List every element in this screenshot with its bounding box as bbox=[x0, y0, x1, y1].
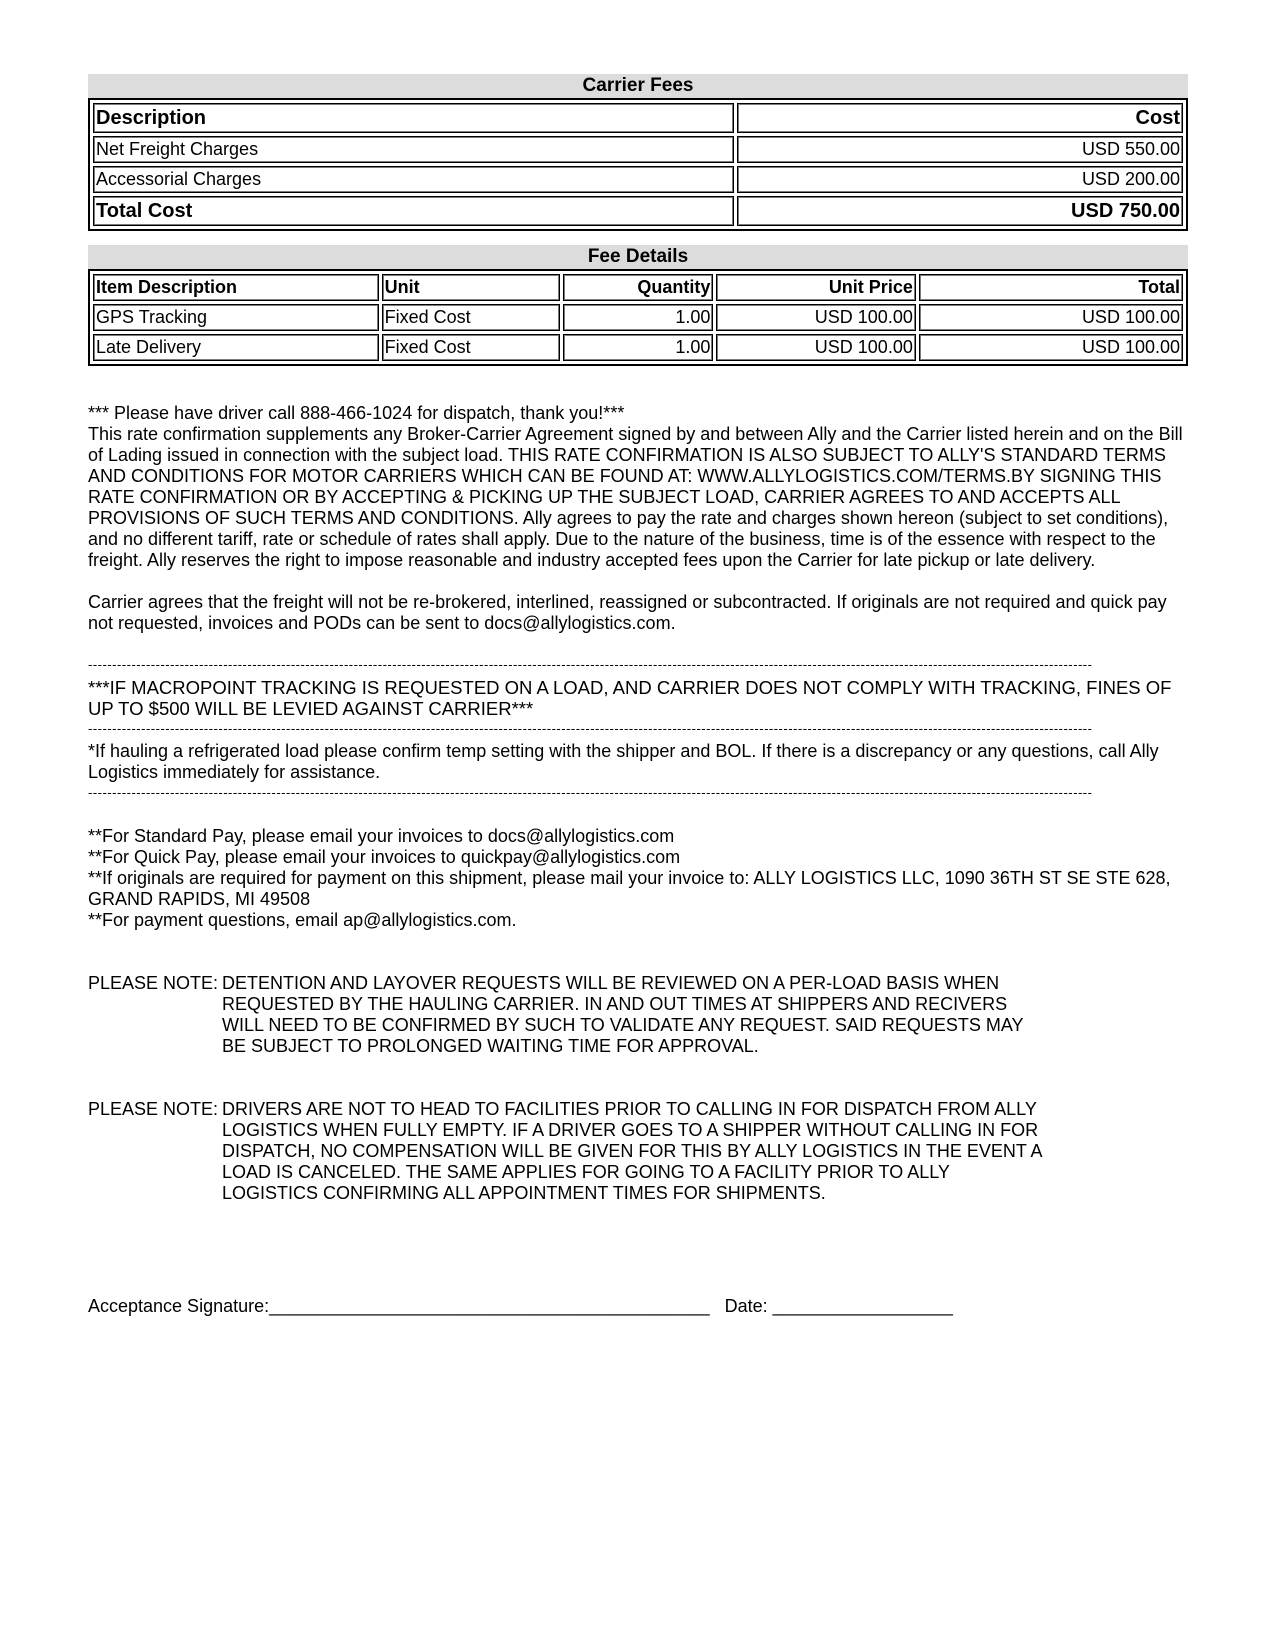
table-row bbox=[93, 334, 1183, 361]
please-note-text: DETENTION AND LAYOVER REQUESTS WILL BE REVIEWED ON A PER-LOAD BASIS WHEN REQUESTED BY THE HAULING CARRIER. IN AND OUT TIMES AT SHIPPERS AND RECIVERS WILL NEED TO BE CONFIRMED BY SUCH TO VALIDATE ANY REQUEST. SAID REQUESTS MAY BE SUBJECT TO PROLONGED WAITING TIME FOR APPROVAL. bbox=[222, 973, 1024, 1056]
fee-details-table bbox=[88, 269, 1188, 366]
item-unit: Fixed Cost bbox=[382, 304, 560, 331]
unit-price-header: Unit Price bbox=[716, 274, 915, 301]
fee-description: Accessorial Charges bbox=[93, 166, 734, 193]
carrier-fees-header-row bbox=[93, 103, 1183, 133]
signature-field[interactable]: ____________________________________________ bbox=[269, 1296, 710, 1316]
item-quantity: 1.00 bbox=[563, 304, 714, 331]
unit-header: Unit bbox=[382, 274, 560, 301]
date-field[interactable]: __________________ bbox=[772, 1296, 953, 1316]
fee-details-header-row bbox=[93, 274, 1183, 301]
item-description: Late Delivery bbox=[93, 334, 379, 361]
terms-paragraph: This rate confirmation supplements any Broker-Carrier Agreement signed by and between Ally and the Carrier listed herein and on the Bill of Lading issued in connection with the subject load. THIS RATE CONFIRMATION IS ALSO SUBJECT TO ALLY'S STANDARD TERMS AND CONDITIONS FOR MOTOR CARRIERS WHICH CAN BE FOUND AT: WWW.ALLYLOGISTICS.COM/TERMS.BY SIGNING THIS RATE CONFIRMATION OR BY ACCEPTING & PICKING UP THE SUBJECT LOAD, CARRIER AGREES TO AND ACCEPTS ALL PROVISIONS OF SUCH TERMS AND CONDITIONS. Ally agrees to pay the rate and charges shown hereon (subject to set conditions), and no different tariff, rate or schedule of rates shall apply. Due to the nature of the business, time is of the essence with respect to the freight. Ally reserves the right to impose reasonable and industry accepted fees upon the Carrier for late pickup or late delivery. bbox=[88, 424, 1183, 570]
acceptance-signature-line bbox=[88, 1296, 953, 1317]
item-quantity: 1.00 bbox=[563, 334, 714, 361]
item-unit-price: USD 100.00 bbox=[716, 334, 915, 361]
fee-details-title: Fee Details bbox=[88, 245, 1188, 269]
item-total: USD 100.00 bbox=[919, 304, 1183, 331]
please-note-label: PLEASE NOTE: bbox=[88, 1099, 219, 1119]
quick-pay-note: **For Quick Pay, please email your invoices to quickpay@allylogistics.com bbox=[88, 847, 681, 867]
dashed-divider: ---------------------------------------------------------------------------------------------------------------------------------------------------------------------------------------------------------------- bbox=[88, 787, 1093, 799]
fee-cost: USD 550.00 bbox=[737, 136, 1183, 163]
table-row bbox=[93, 166, 1183, 193]
please-note-text: DRIVERS ARE NOT TO HEAD TO FACILITIES PRIOR TO CALLING IN FOR DISPATCH FROM ALLY LOGISTICS WHEN FULLY EMPTY. IF A DRIVER GOES TO A SHIPPER WITHOUT CALLING IN FOR DISPATCH, NO COMPENSATION WILL BE GIVEN FOR THIS BY ALLY LOGISTICS IN THE EVENT A LOAD IS CANCELED. THE SAME APPLIES FOR GOING TO A FACILITY PRIOR TO ALLY LOGISTICS CONFIRMING ALL APPOINTMENT TIMES FOR SHIPMENTS. bbox=[222, 1099, 1042, 1203]
description-header: Description bbox=[93, 103, 734, 133]
payment-questions-note: **For payment questions, email ap@allylogistics.com. bbox=[88, 910, 517, 930]
standard-pay-note: **For Standard Pay, please email your invoices to docs@allylogistics.com bbox=[88, 826, 675, 846]
total-row bbox=[93, 196, 1183, 226]
please-note-dispatch bbox=[88, 1099, 1188, 1204]
table-row bbox=[93, 304, 1183, 331]
total-cost-value: USD 750.00 bbox=[737, 196, 1183, 226]
table-row bbox=[93, 136, 1183, 163]
item-unit-price: USD 100.00 bbox=[716, 304, 915, 331]
item-description: GPS Tracking bbox=[93, 304, 379, 331]
total-header: Total bbox=[919, 274, 1183, 301]
date-label: Date: bbox=[724, 1296, 768, 1316]
quantity-header: Quantity bbox=[563, 274, 714, 301]
carrier-fees-title: Carrier Fees bbox=[88, 74, 1188, 98]
item-total: USD 100.00 bbox=[919, 334, 1183, 361]
dispatch-note: *** Please have driver call 888-466-1024 for dispatch, thank you!*** bbox=[88, 403, 625, 423]
macropoint-warning: ***IF MACROPOINT TRACKING IS REQUESTED ON A LOAD, AND CARRIER DOES NOT COMPLY WITH TRACKING, FINES OF UP TO $500 WILL BE LEVIED AGAINST CARRIER*** bbox=[88, 677, 1172, 719]
item-unit: Fixed Cost bbox=[382, 334, 560, 361]
notes-section bbox=[88, 403, 1188, 1204]
total-cost-label: Total Cost bbox=[93, 196, 734, 226]
dashed-divider: ---------------------------------------------------------------------------------------------------------------------------------------------------------------------------------------------------------------- bbox=[88, 659, 1093, 671]
rebroker-paragraph: Carrier agrees that the freight will not be re-brokered, interlined, reassigned or subcontracted. If originals are not required and quick pay not requested, invoices and PODs can be sent to docs@allylogistics.com. bbox=[88, 592, 1167, 633]
fee-description: Net Freight Charges bbox=[93, 136, 734, 163]
please-note-label: PLEASE NOTE: bbox=[88, 973, 219, 993]
signature-label: Acceptance Signature: bbox=[88, 1296, 270, 1316]
refrigerated-note: *If hauling a refrigerated load please confirm temp setting with the shipper and BOL. If there is a discrepancy or any questions, call Ally Logistics immediately for assistance. bbox=[88, 741, 1159, 782]
cost-header: Cost bbox=[737, 103, 1183, 133]
please-note-detention bbox=[88, 973, 1188, 1057]
fee-cost: USD 200.00 bbox=[737, 166, 1183, 193]
originals-note: **If originals are required for payment on this shipment, please mail your invoice to: ALLY LOGISTICS LLC, 1090 36TH ST SE STE 628, GRAND RAPIDS, MI 49508 bbox=[88, 868, 1171, 909]
item-description-header: Item Description bbox=[93, 274, 379, 301]
carrier-fees-table bbox=[88, 98, 1188, 231]
dashed-divider: ---------------------------------------------------------------------------------------------------------------------------------------------------------------------------------------------------------------- bbox=[88, 723, 1093, 735]
rate-confirmation-page bbox=[88, 74, 1188, 1204]
